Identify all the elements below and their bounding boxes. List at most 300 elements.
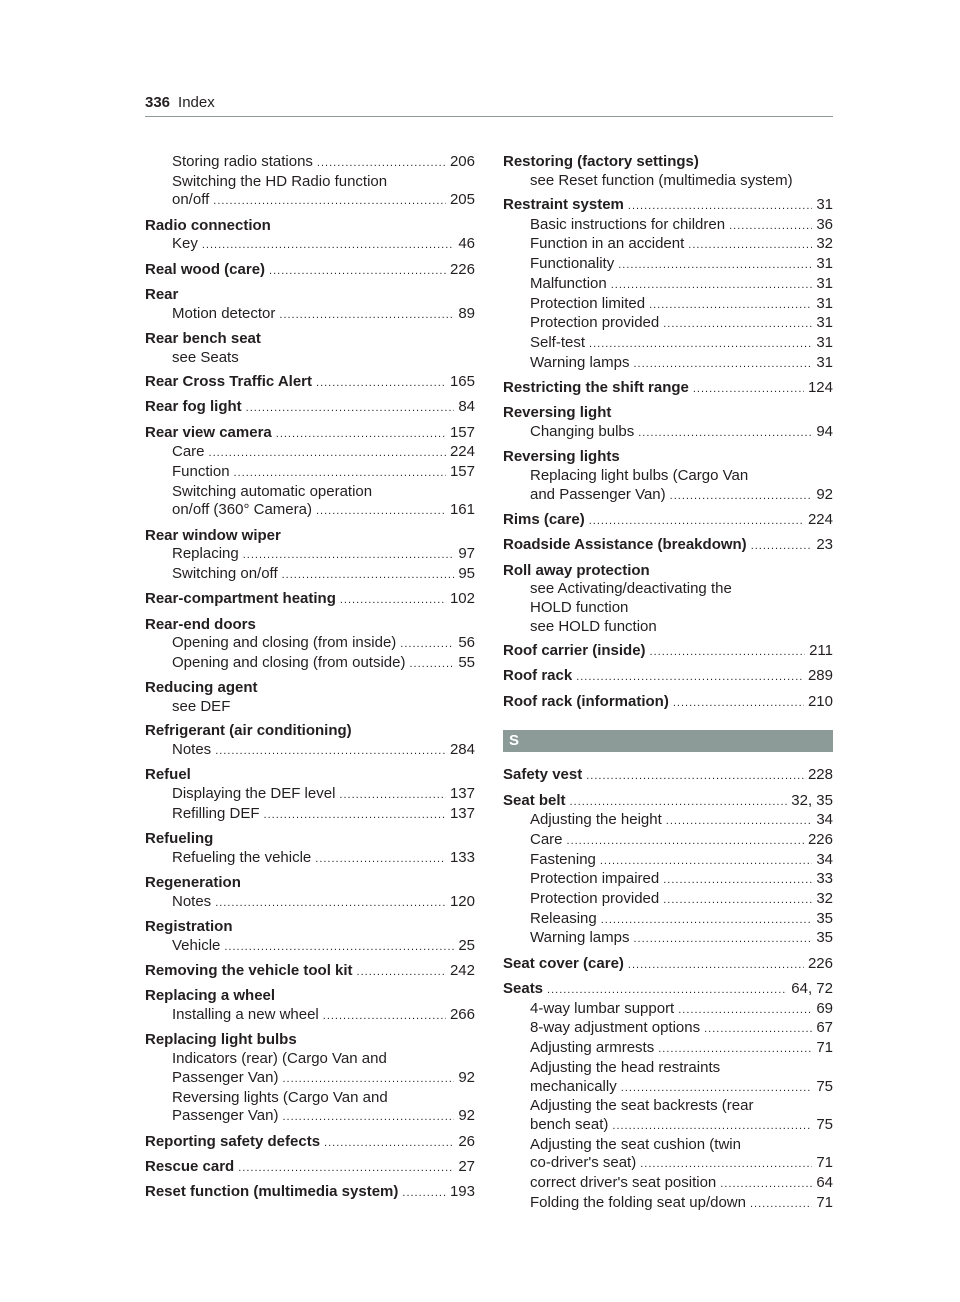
index-entry-line (145, 918, 475, 937)
index-subentry-line (503, 486, 833, 506)
subentry-text: Self-test (530, 333, 586, 351)
index-subentry-line (145, 1006, 475, 1026)
index-entry (503, 536, 833, 556)
dot-leader (215, 893, 446, 913)
index-subentry-line (145, 805, 475, 825)
index-subentry-line (503, 910, 833, 930)
page-reference: 55 (458, 654, 475, 672)
subentry-text: Changing bulbs (530, 422, 635, 440)
index-subentry-line (145, 565, 475, 585)
subentry-text: Opening and closing (from outside) (172, 654, 406, 672)
subentry-text: co-driver's seat) (530, 1154, 637, 1172)
entry-title: Safety vest (503, 766, 583, 784)
index-entry-line (145, 261, 475, 281)
page-reference: 92 (458, 1068, 475, 1086)
dot-leader (213, 191, 446, 211)
subentry-text: Replacing light bulbs (Cargo Van (530, 466, 749, 484)
dot-leader (315, 849, 446, 869)
index-entry (503, 792, 833, 950)
page-reference: 84 (458, 398, 475, 416)
page-reference: 124 (807, 378, 833, 396)
subentry-text: see DEF (172, 698, 231, 716)
index-entry-line (145, 616, 475, 635)
index-subentry-line (145, 483, 475, 502)
dot-leader (570, 792, 788, 812)
index-entry-line (503, 511, 833, 531)
index-entry (145, 590, 475, 610)
dot-leader (234, 463, 446, 483)
index-subentry-line (145, 1107, 475, 1127)
entry-title: Rear view camera (145, 423, 272, 441)
dot-leader (402, 1183, 446, 1203)
entry-title: Seat belt (503, 791, 566, 809)
dot-leader (649, 295, 812, 315)
dot-leader (576, 667, 804, 687)
page-reference: 33 (816, 870, 833, 888)
page-reference: 161 (449, 501, 475, 519)
index-subentry-line (503, 354, 833, 374)
entry-title: Rims (care) (503, 510, 585, 528)
page-reference: 289 (807, 667, 833, 685)
index-entry (145, 962, 475, 982)
page-reference: 94 (816, 422, 833, 440)
index-subentry-line (503, 929, 833, 949)
dot-leader (704, 1019, 812, 1039)
index-entry-line (145, 330, 475, 349)
index-entry (145, 1133, 475, 1153)
dot-leader (751, 536, 813, 556)
index-subentry-line (145, 235, 475, 255)
page-reference: 31 (816, 314, 833, 332)
dot-leader (663, 870, 812, 890)
entry-title: Reset function (multimedia system) (145, 1183, 399, 1201)
entry-title: Restraint system (503, 196, 624, 213)
index-subentry-line (145, 654, 475, 674)
entry-title: Seat cover (care) (503, 954, 624, 972)
subentry-text: Warning lamps (530, 353, 630, 371)
index-entry (503, 404, 833, 442)
subentry-text: Refilling DEF (172, 804, 260, 822)
dot-leader (547, 980, 787, 1000)
subentry-text: Refueling the vehicle (172, 848, 312, 866)
index-subentry-line (145, 463, 475, 483)
index-entry (503, 766, 833, 786)
index-entry-line (503, 955, 833, 975)
subentry-text: Warning lamps (530, 929, 630, 947)
index-entry-line (145, 1183, 475, 1203)
index-subentry-line (503, 599, 833, 618)
index-subentry-line (145, 191, 475, 211)
subentry-text: see Reset function (multimedia system) (530, 171, 793, 189)
subentry-text: Function in an accident (530, 235, 685, 253)
index-subentry-line (145, 443, 475, 463)
page-reference: 64, 72 (791, 980, 833, 998)
dot-leader (633, 354, 812, 374)
index-entry-line (503, 153, 833, 172)
entry-title: Roll away protection (503, 561, 650, 579)
subentry-text: on/off (360° Camera) (172, 501, 312, 519)
page-reference: 32 (816, 890, 833, 908)
page-reference: 206 (449, 153, 475, 170)
index-entry-line (503, 404, 833, 423)
index-entry (503, 448, 833, 505)
index-subentry-line (503, 1019, 833, 1039)
index-entry (145, 217, 475, 255)
entry-title: Roof rack (503, 667, 573, 685)
page-reference: 228 (807, 766, 833, 784)
dot-leader (628, 955, 804, 975)
page-number: 336 (145, 94, 171, 111)
index-entry (503, 667, 833, 687)
dot-leader (633, 929, 812, 949)
entry-title: Rear-compartment heating (145, 590, 336, 608)
page-reference: 36 (816, 215, 833, 233)
subentry-text: 4-way lumbar support (530, 999, 675, 1017)
index-column-left (145, 153, 475, 1208)
dot-leader (688, 235, 812, 255)
entry-title: Rear Cross Traffic Alert (145, 373, 313, 390)
index-subentry-line (503, 1136, 833, 1155)
page-reference: 26 (458, 1132, 475, 1150)
index-column-right (503, 153, 833, 1219)
page-reference: 27 (458, 1157, 475, 1175)
page-reference: 210 (807, 692, 833, 710)
page-reference: 31 (816, 196, 833, 213)
entry-title: Radio connection (145, 216, 271, 234)
subentry-text: Switching on/off (172, 565, 278, 583)
index-entry-line (145, 766, 475, 785)
entry-title: Refrigerant (air conditioning) (145, 722, 352, 740)
page-reference: 35 (816, 929, 833, 947)
page-reference: 71 (816, 1154, 833, 1172)
dot-leader (628, 196, 812, 216)
index-subentry-line (145, 1069, 475, 1089)
subentry-text: Protection provided (530, 314, 660, 332)
dot-leader (215, 741, 446, 761)
index-subentry-line (145, 634, 475, 654)
index-entry-line (503, 766, 833, 786)
index-entry-line (145, 722, 475, 741)
index-entry (145, 1031, 475, 1127)
subentry-text: Malfunction (530, 274, 607, 292)
index-entry (503, 562, 833, 637)
dot-leader (209, 443, 446, 463)
dot-leader (638, 423, 812, 443)
index-entry-line (145, 962, 475, 982)
page-reference: 226 (807, 954, 833, 972)
index-subentry-line (503, 811, 833, 831)
entry-title: Reversing light (503, 404, 612, 422)
page-reference: 31 (816, 333, 833, 351)
entry-title: Reversing lights (503, 448, 620, 466)
subentry-text: Care (172, 443, 205, 461)
page-reference: 23 (816, 536, 833, 554)
index-subentry-line (503, 1097, 833, 1116)
subentry-text: Displaying the DEF level (172, 785, 336, 803)
dot-leader (589, 334, 812, 354)
page-reference: 32, 35 (791, 791, 833, 809)
entry-title: Refuel (145, 766, 191, 784)
index-entry (145, 424, 475, 522)
index-subentry-line (145, 349, 475, 368)
index-entry (145, 766, 475, 824)
entry-title: Rear bench seat (145, 330, 261, 347)
index-entry (145, 830, 475, 868)
dot-leader (618, 255, 812, 275)
index-entry (503, 955, 833, 975)
index-entry (145, 286, 475, 324)
index-subentry-line (503, 831, 833, 851)
index-entry (503, 153, 833, 190)
index-entry-line (503, 667, 833, 687)
dot-leader (658, 1039, 812, 1059)
index-entry-line (145, 987, 475, 1006)
subentry-text: Switching automatic operation (172, 482, 373, 500)
index-entry-line (145, 1133, 475, 1153)
entry-title: Removing the vehicle tool kit (145, 962, 353, 980)
subentry-text: see HOLD function (530, 617, 657, 635)
page-reference: 75 (816, 1115, 833, 1133)
index-entry-line (503, 642, 833, 662)
index-subentry-line (503, 1039, 833, 1059)
index-subentry-line (503, 1194, 833, 1214)
index-entry (503, 379, 833, 399)
index-entry (145, 1183, 475, 1203)
dot-leader (586, 766, 804, 786)
dot-leader (324, 1133, 454, 1153)
dot-leader (279, 305, 454, 325)
subentry-text: Releasing (530, 909, 597, 927)
index-subentry-line (145, 937, 475, 957)
index-entry (145, 373, 475, 393)
entry-title: Roof carrier (inside) (503, 641, 646, 659)
page-reference: 120 (449, 892, 475, 910)
index-entry (145, 1158, 475, 1178)
dot-leader (670, 486, 813, 506)
index-entry-line (145, 590, 475, 610)
entry-title: Roof rack (information) (503, 692, 669, 710)
index-subentry-line (503, 1078, 833, 1098)
page-reference: 31 (816, 294, 833, 312)
subentry-text: bench seat) (530, 1115, 609, 1133)
index-entry-line (145, 830, 475, 849)
dot-leader (663, 890, 812, 910)
dot-leader (316, 373, 446, 393)
dot-leader (400, 634, 454, 654)
index-entry-line (145, 679, 475, 698)
page-reference: 92 (458, 1107, 475, 1125)
index-entry-line (503, 536, 833, 556)
index-entry (145, 987, 475, 1025)
page-reference: 102 (449, 590, 475, 608)
page-reference: 71 (816, 1193, 833, 1211)
dot-leader (317, 153, 446, 173)
page-reference: 97 (458, 545, 475, 563)
index-subentry-line (503, 1059, 833, 1078)
index-entry-line (145, 527, 475, 546)
dot-leader (224, 937, 454, 957)
subentry-text: Adjusting the seat cushion (twin (530, 1135, 741, 1153)
index-entry-line (503, 693, 833, 713)
page-reference: 75 (816, 1077, 833, 1095)
index-entry-line (145, 424, 475, 444)
entry-title: Registration (145, 918, 233, 936)
page-reference: 64 (816, 1174, 833, 1192)
index-entry (145, 722, 475, 760)
index-entry-line (145, 874, 475, 893)
page-reference: 224 (807, 510, 833, 528)
index-entry-line (145, 1031, 475, 1050)
page-reference: 226 (807, 830, 833, 848)
entry-title: Roadside Assistance (breakdown) (503, 536, 747, 554)
index-subentry-line (503, 423, 833, 443)
page-reference: 242 (449, 962, 475, 980)
index-entry (145, 874, 475, 912)
subentry-text: Vehicle (172, 936, 221, 954)
dot-leader (693, 379, 804, 399)
subentry-text: Folding the folding seat up/down (530, 1193, 746, 1211)
index-entry (145, 261, 475, 281)
entry-title: Rear (145, 286, 179, 303)
index-subentry-line (503, 314, 833, 334)
entry-title: Refueling (145, 830, 214, 848)
page-reference: 157 (449, 463, 475, 480)
dot-leader (589, 511, 804, 531)
dot-leader (202, 235, 454, 255)
page-reference: 46 (458, 235, 475, 253)
subentry-text: correct driver's seat position (530, 1174, 717, 1192)
subentry-text: Passenger Van) (172, 1068, 279, 1086)
dot-leader (340, 590, 446, 610)
index-entry-line (503, 980, 833, 1000)
subentry-text: Care (530, 830, 563, 848)
page-reference: 205 (449, 191, 475, 209)
subentry-text: Indicators (rear) (Cargo Van and (172, 1050, 387, 1068)
index-subentry-line (145, 698, 475, 717)
entry-title: Rear fog light (145, 398, 242, 416)
subentry-text: Adjusting the head restraints (530, 1058, 721, 1076)
entry-title: Rescue card (145, 1157, 235, 1175)
index-subentry-line (503, 467, 833, 486)
page-reference: 69 (816, 999, 833, 1017)
entry-title: Replacing a wheel (145, 987, 276, 1005)
subentry-text: see Seats (172, 348, 239, 366)
entry-title: Reducing agent (145, 679, 258, 697)
index-subentry-line (145, 173, 475, 192)
index-entry (145, 153, 475, 211)
index-subentry-line (145, 305, 475, 325)
page-reference: 31 (816, 255, 833, 273)
index-subentry-line (503, 255, 833, 275)
dot-leader (243, 545, 455, 565)
subentry-text: and Passenger Van) (530, 485, 666, 503)
entry-title: Rear-end doors (145, 615, 256, 633)
index-entry-line (145, 1158, 475, 1178)
page-reference: 95 (458, 565, 475, 583)
index-subentry-line (145, 849, 475, 869)
page-header (145, 94, 833, 117)
dot-leader (750, 1194, 812, 1214)
entry-title: Replacing light bulbs (145, 1031, 297, 1049)
page-reference: 32 (816, 235, 833, 253)
entry-title: Regeneration (145, 874, 241, 892)
index-entry (503, 642, 833, 662)
index-entry (145, 398, 475, 418)
index-subentry-line (503, 870, 833, 890)
index-entry (503, 511, 833, 531)
index-entry (145, 679, 475, 716)
subentry-text: Adjusting armrests (530, 1039, 655, 1057)
subentry-text: Protection provided (530, 890, 660, 908)
page-section-title: Index (178, 94, 215, 111)
entry-title: Restricting the shift range (503, 378, 689, 396)
page-reference: 211 (809, 641, 833, 659)
index-subentry-line (145, 741, 475, 761)
dot-leader (729, 216, 812, 236)
letter-section-header: S (503, 730, 833, 752)
dot-leader (276, 424, 446, 444)
dot-leader (678, 1000, 812, 1020)
dot-leader (611, 275, 813, 295)
dot-leader (650, 642, 806, 662)
index-subentry-line (145, 545, 475, 565)
index-subentry-line (503, 235, 833, 255)
index-subentry-line (145, 1050, 475, 1069)
subentry-text: Reversing lights (Cargo Van and (172, 1088, 388, 1106)
entry-title: Restoring (factory settings) (503, 153, 699, 170)
index-subentry-line (503, 275, 833, 295)
page-reference: 67 (816, 1019, 833, 1037)
dot-leader (238, 1158, 454, 1178)
subentry-text: Adjusting the seat backrests (rear (530, 1097, 754, 1115)
dot-leader (601, 910, 813, 930)
page-reference: 25 (458, 936, 475, 954)
index-subentry-line (145, 153, 475, 173)
index-entry (145, 616, 475, 674)
index-subentry-line (503, 618, 833, 637)
page-reference: 92 (816, 485, 833, 503)
subentry-text: Storing radio stations (172, 153, 313, 170)
entry-title: Reporting safety defects (145, 1132, 321, 1150)
dot-leader (666, 811, 813, 831)
index-entry-line (145, 398, 475, 418)
index-subentry-line (503, 295, 833, 315)
dot-leader (269, 261, 446, 281)
page-reference: 137 (449, 785, 475, 803)
dot-leader (621, 1078, 813, 1098)
index-subentry-line (503, 1154, 833, 1174)
page-reference: 137 (449, 804, 475, 822)
index-subentry-line (503, 580, 833, 599)
subentry-text: Opening and closing (from inside) (172, 634, 397, 652)
subentry-text: on/off (172, 191, 210, 209)
index-entry (145, 527, 475, 585)
index-entry-line (145, 373, 475, 393)
dot-leader (673, 693, 804, 713)
index-entry-line (145, 217, 475, 236)
dot-leader (323, 1006, 446, 1026)
dot-leader (264, 805, 446, 825)
entry-title: Rear window wiper (145, 526, 281, 544)
page-reference: 133 (449, 848, 475, 866)
index-subentry-line (145, 893, 475, 913)
page-reference: 266 (449, 1006, 475, 1024)
dot-leader (409, 654, 454, 674)
index-entry (503, 980, 833, 1213)
index-entry-line (145, 286, 475, 305)
subentry-text: Motion detector (172, 304, 276, 322)
subentry-text: Functionality (530, 255, 615, 273)
